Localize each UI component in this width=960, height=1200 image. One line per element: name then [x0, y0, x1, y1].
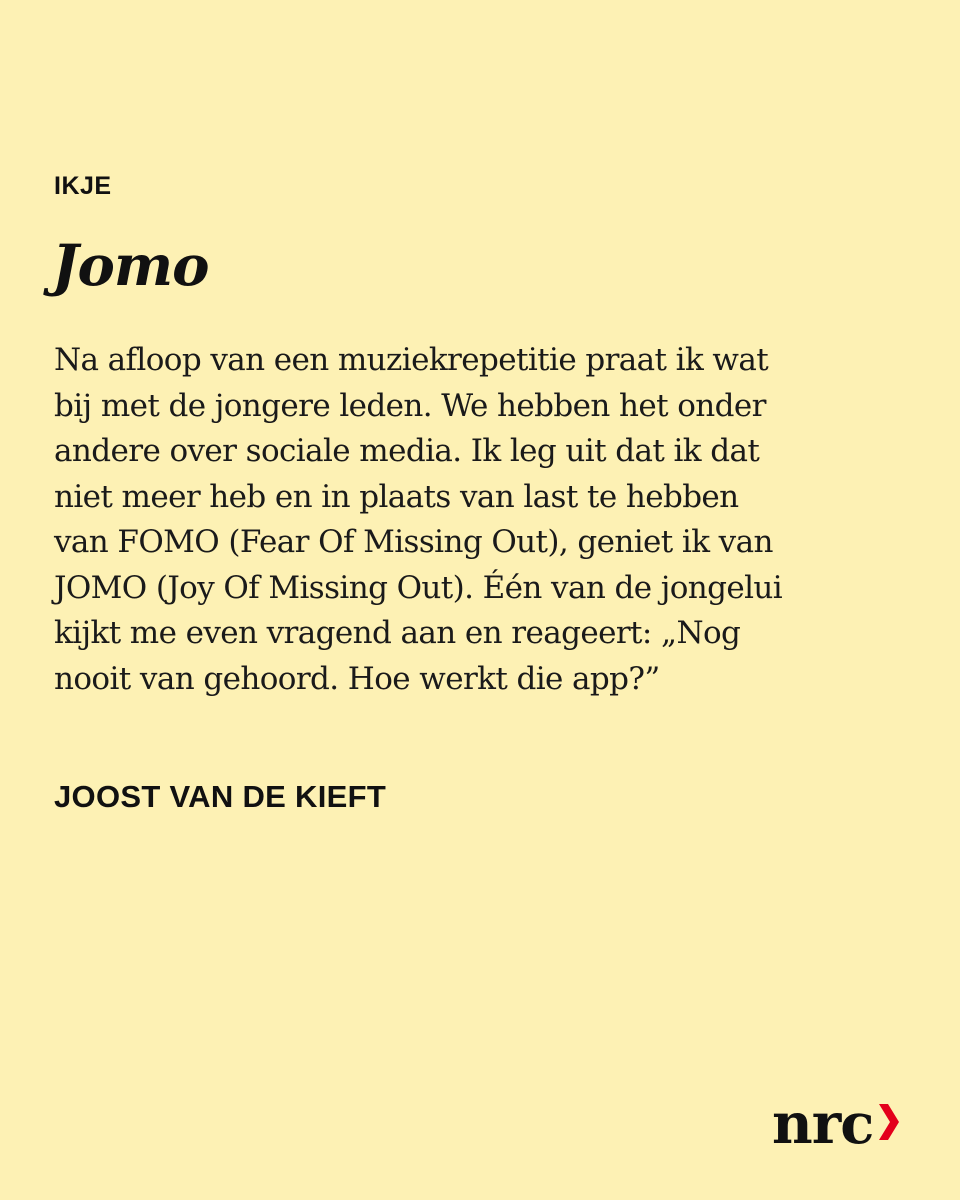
body-line: Na afloop van een muziekrepetitie praat ik wat [54, 342, 769, 378]
body-line: JOMO (Joy Of Missing Out). Één van de jongelui [54, 569, 783, 606]
chevron-right-icon [879, 1104, 899, 1145]
section-label: IKJE [54, 172, 112, 200]
body-line: kijkt me even vragend aan en reageert: „Nog [54, 615, 741, 651]
author-byline: JOOST VAN DE KIEFT [54, 779, 387, 814]
article-title: Jomo [52, 233, 209, 299]
article-body [54, 338, 934, 702]
nrc-logo [772, 1091, 912, 1157]
body-line: van FOMO (Fear Of Missing Out), geniet ik van [54, 524, 773, 560]
body-line: bij met de jongere leden. We hebben het onder [54, 387, 766, 424]
logo-wordmark: nrc [772, 1091, 874, 1157]
body-line: niet meer heb en in plaats van last te hebben [54, 478, 739, 515]
body-line: nooit van gehoord. Hoe werkt die app?” [54, 660, 660, 697]
body-line: andere over sociale media. Ik leg uit dat ik dat [54, 433, 760, 469]
